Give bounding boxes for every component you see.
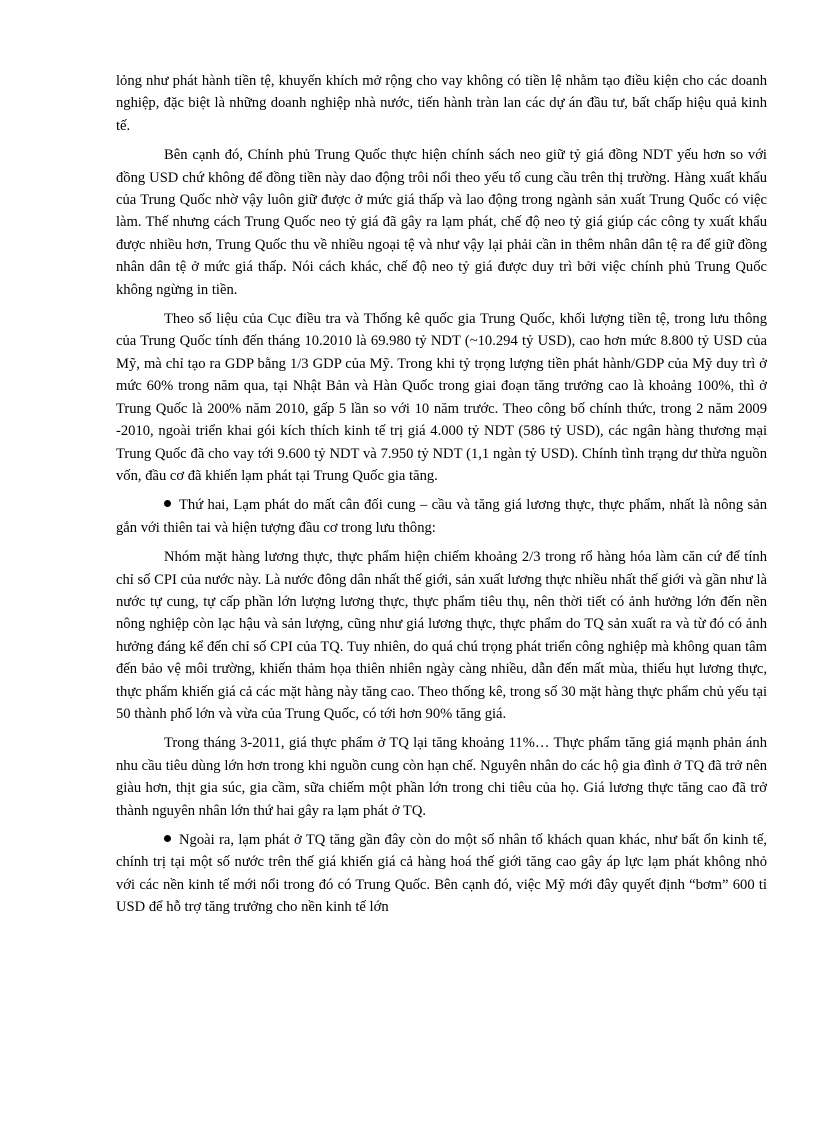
bullet-item-text: Ngoài ra, lạm phát ở TQ tăng gần đây còn do một số nhân tố khách quan khác, như bất ổn kinh tế, chính trị tại một số nước trên thế giá khiến giá cả hàng hoá thế giới tăng cao gây áp lực lạm phát không nhỏ với các nền kinh tế mới nổi trong đó có Trung Quốc. Bên cạnh đó, việc Mỹ mới đây quyết định “bơm” 600 tỉ USD để hỗ trợ tăng trưởng cho nền kinh tế lớn bbox=[116, 832, 767, 916]
document-page bbox=[116, 70, 767, 926]
paragraph-continuation: lỏng như phát hành tiền tệ, khuyến khích mở rộng cho vay không có tiền lệ nhằm tạo điều kiện cho các doanh nghiệp, đặc biệt là những doanh nghiệp nhà nước, tiến hành tràn lan các dự án đầu tư, bất chấp hiệu quả kinh tế. bbox=[116, 73, 767, 134]
bullet-icon bbox=[164, 835, 171, 842]
paragraph-exchange-rate-peg: Bên cạnh đó, Chính phủ Trung Quốc thực hiện chính sách neo giữ tỷ giá đồng NDT yếu hơn so với đồng USD chứ không để đồng tiền này dao động trôi nổi theo yếu tố cung cầu trên thị trường. Hàng xuất khẩu của Trung Quốc nhờ vậy luôn giữ được ở mức giá thấp và lao động trong ngành sản xuất Trung Quốc có việc làm. Thế nhưng cách Trung Quốc neo tỷ giá đã gây ra lạm phát, chế độ neo tỷ giá giúp các công ty xuất khẩu được nhiều hơn, Trung Quốc thu về nhiều ngoại tệ và như vậy lại phải cần in thêm nhân dân tệ ra để giữ đồng nhân dân tệ ở mức giá thấp. Nói cách khác, chế độ neo tỷ giá được duy trì bởi việc chính phủ Trung Quốc không ngừng in tiền. bbox=[116, 147, 767, 298]
bullet-item-second-cause bbox=[116, 494, 767, 539]
paragraph-money-supply-statistics: Theo số liệu của Cục điều tra và Thống kê quốc gia Trung Quốc, khối lượng tiền tệ, trong lưu thông của Trung Quốc tính đến tháng 10.2010 là 69.980 tỷ NDT (~10.294 tỷ USD), cao hơn mức 8.800 tỷ USD của Mỹ, mà chỉ tạo ra GDP bằng 1/3 GDP của Mỹ. Trong khi tỷ trọng lượng tiền phát hành/GDP của Mỹ duy trì ở mức 60% trong năm qua, tại Nhật Bản và Hàn Quốc trong giai đoạn tăng trưởng cao là khoảng 100%, thì ở Trung Quốc là 200% năm 2010, gấp 5 lần so với 10 năm trước. Theo công bố chính thức, trong 2 năm 2009 -2010, ngoài triển khai gói kích thích kinh tế trị giá 4.000 tỷ NDT (586 tỷ USD), các ngân hàng thương mại Trung Quốc đã cho vay tới 9.600 tỷ NDT và 7.950 tỷ NDT (1,1 ngàn tỷ USD). Chính tình trạng dư thừa nguồn vốn, đầu cơ đã khiến lạm phát tại Trung Quốc gia tăng. bbox=[116, 311, 767, 484]
bullet-item-text: Thứ hai, Lạm phát do mất cân đối cung – cầu và tăng giá lương thực, thực phẩm, nhất là nông sản gắn với thiên tai và hiện tượng đầu cơ trong lưu thông: bbox=[116, 497, 767, 536]
bullet-item-other-factors bbox=[116, 829, 767, 919]
bullet-icon bbox=[164, 500, 171, 507]
paragraph-food-prices-march: Trong tháng 3-2011, giá thực phẩm ở TQ lại tăng khoảng 11%… Thực phẩm tăng giá mạnh phản ánh nhu cầu tiêu dùng lớn hơn trong khi nguồn cung còn hạn chế. Nguyên nhân do các hộ gia đình ở TQ đã trở nên giàu hơn, thịt gia súc, gia cầm, sữa chiếm một phần lớn trong chi tiêu của họ. Giá lương thực tăng cao đã trở thành nguyên nhân lớn thứ hai gây ra lạm phát ở TQ. bbox=[116, 735, 767, 819]
paragraph-food-basket: Nhóm mặt hàng lương thực, thực phẩm hiện chiếm khoảng 2/3 trong rổ hàng hóa làm căn cứ để tính chỉ số CPI của nước này. Là nước đông dân nhất thế giới, sản xuất lương thực nhiều nhất thế giới và gần như là nước tự cung, tự cấp phần lớn lượng lương thực, thực phẩm tiêu thụ, nên thời tiết có ảnh hưởng lớn đến nền nông nghiệp còn lạc hậu và sản lượng, cũng như giá lương thực, thực phẩm do TQ sản xuất ra và từ đó có ảnh hưởng đáng kể đến chỉ số CPI của TQ. Tuy nhiên, do quá chú trọng phát triển công nghiệp mà không quan tâm đến bảo vệ môi trường, khiến thảm họa thiên nhiên ngày càng nhiều, dẫn đến mất mùa, thiếu hụt lương thực, thực phẩm khiến giá cả các mặt hàng này tăng cao. Theo thống kê, trong số 30 mặt hàng thực phẩm chủ yếu tại 50 thành phố lớn và vừa của Trung Quốc, có tới hơn 90% tăng giá. bbox=[116, 549, 767, 722]
